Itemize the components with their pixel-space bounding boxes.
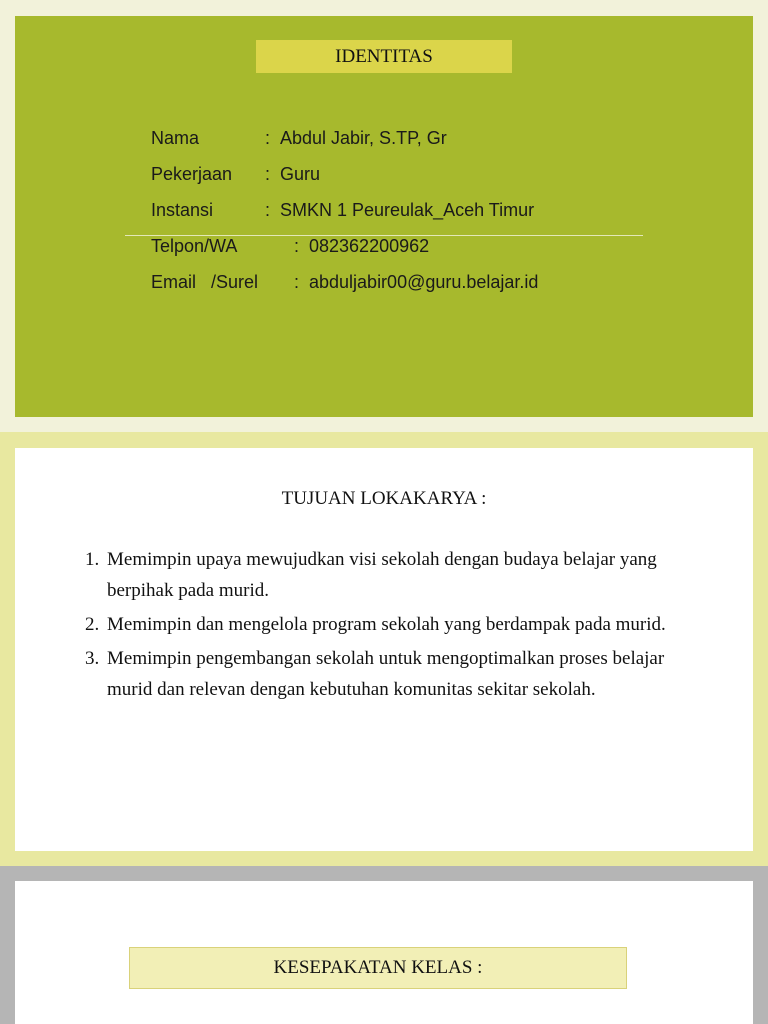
identitas-label: Pekerjaan bbox=[151, 164, 233, 184]
tujuan-list bbox=[85, 544, 687, 708]
identitas-colon: : bbox=[265, 128, 271, 148]
identitas-colon: : bbox=[294, 272, 300, 292]
identitas-label: Telpon/WA bbox=[151, 236, 238, 256]
identitas-value: Abdul Jabir, S.TP, Gr bbox=[280, 128, 447, 148]
list-item-number: 2. bbox=[85, 614, 100, 635]
identitas-value: 082362200962 bbox=[309, 236, 430, 256]
identitas-value: abduljabir00@guru.belajar.id bbox=[309, 272, 539, 292]
identitas-colon: : bbox=[265, 200, 271, 220]
identitas-colon: : bbox=[265, 164, 271, 184]
tujuan-title: TUJUAN LOKAKARYA : bbox=[281, 488, 487, 509]
list-item bbox=[85, 544, 687, 606]
identitas-slide bbox=[15, 16, 753, 417]
list-item-text: Memimpin pengembangan sekolah untuk mengoptimalkan proses belajar murid dan relevan dengan kebutuhan komunitas sekitar sekolah. bbox=[107, 648, 665, 700]
identitas-label: Nama bbox=[151, 128, 200, 148]
list-item-text: Memimpin upaya mewujudkan visi sekolah dengan budaya belajar yang berpihak pada murid. bbox=[107, 549, 657, 601]
list-item bbox=[85, 609, 687, 640]
identitas-title: IDENTITAS bbox=[256, 40, 512, 73]
identitas-colon: : bbox=[294, 236, 300, 256]
identitas-label: Email /Surel bbox=[151, 272, 259, 292]
list-item bbox=[85, 643, 687, 705]
identitas-divider bbox=[125, 235, 643, 236]
list-item-number: 1. bbox=[85, 549, 100, 570]
tujuan-slide bbox=[15, 448, 753, 851]
identitas-value: Guru bbox=[280, 164, 321, 184]
kesepakatan-title: KESEPAKATAN KELAS : bbox=[129, 947, 627, 989]
identitas-value: SMKN 1 Peureulak_Aceh Timur bbox=[280, 200, 535, 220]
kesepakatan-slide bbox=[15, 881, 753, 1024]
list-item-text: Memimpin dan mengelola program sekolah yang berdampak pada murid. bbox=[107, 614, 666, 635]
list-item-number: 3. bbox=[85, 648, 100, 669]
identitas-label: Instansi bbox=[151, 200, 214, 220]
